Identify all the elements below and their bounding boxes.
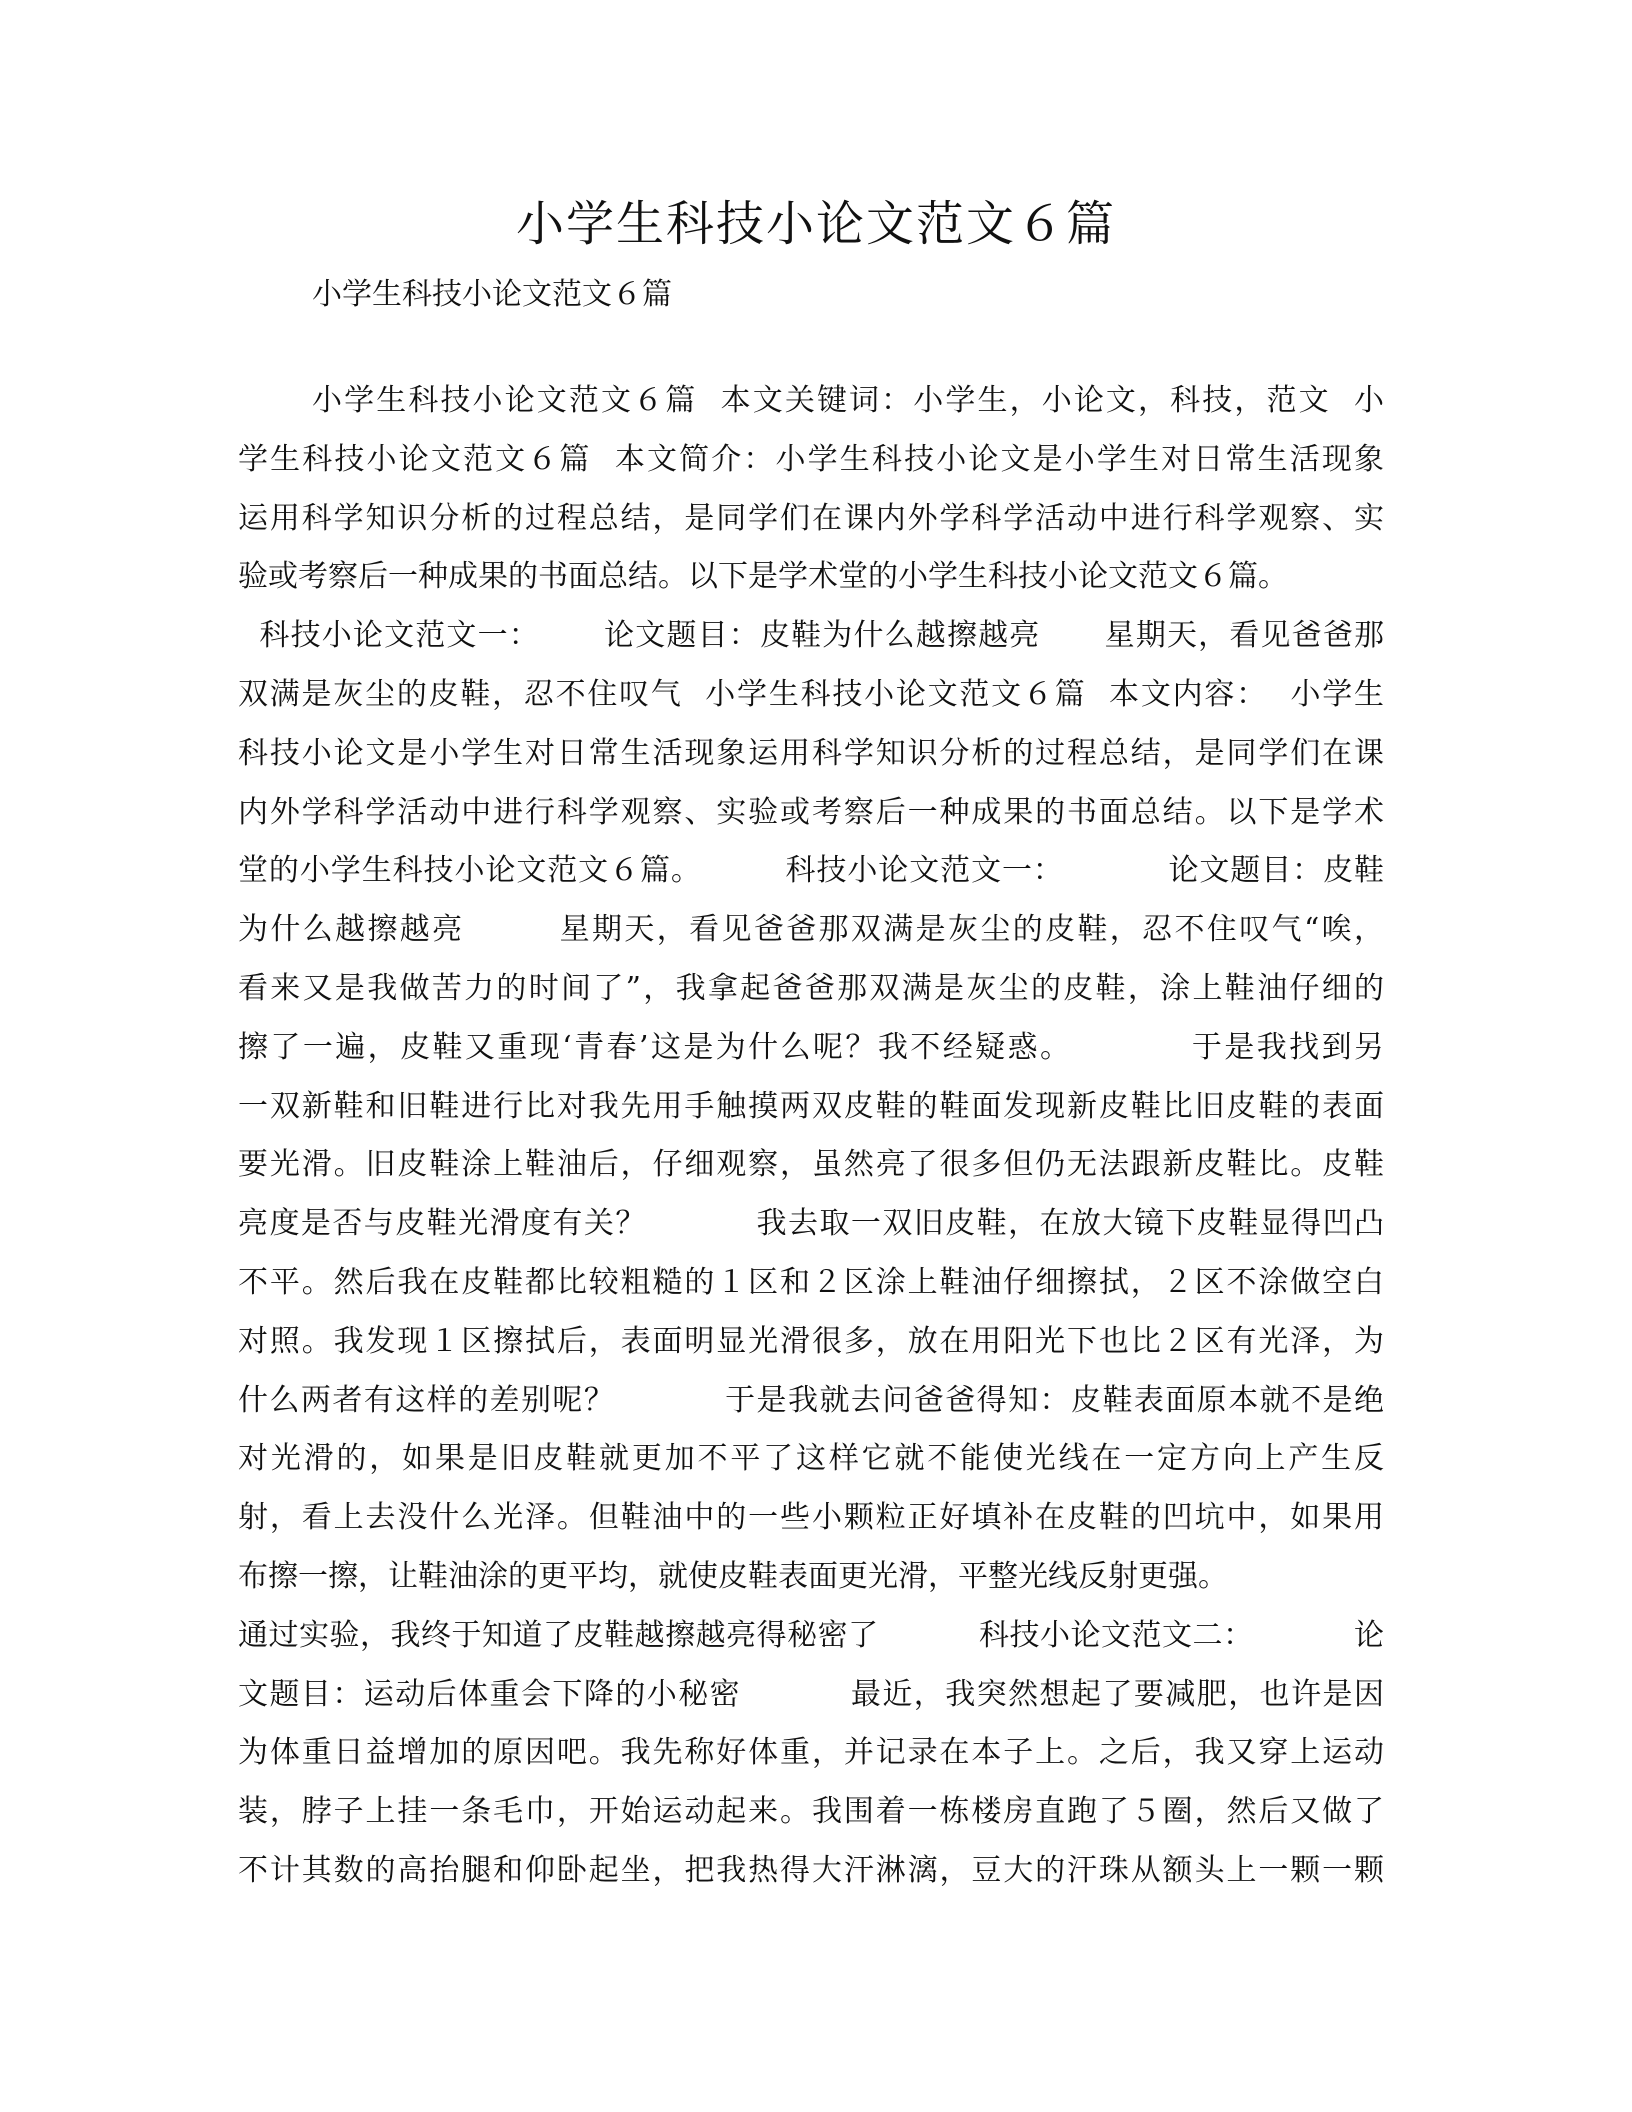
body-line: 看来又是我做苦力的时间了”，我拿起爸爸那双满是灰尘的皮鞋，涂上鞋油仔细的 (238, 970, 1384, 1006)
body-line: 双满是灰尘的皮鞋，忍不住叹气 小学生科技小论文范文６篇 本文内容： 小学生 (238, 676, 1384, 712)
body-line: 一双新鞋和旧鞋进行比对我先用手触摸两双皮鞋的鞋面发现新皮鞋比旧皮鞋的表面 (238, 1088, 1384, 1124)
body-line: 小学生科技小论文范文６篇 本文关键词：小学生，小论文，科技，范文 小 (312, 383, 1384, 418)
body-line: 堂的小学生科技小论文范文６篇。 科技小论文范文一： 论文题目：皮鞋 (238, 853, 1384, 889)
body-line: 装，脖子上挂一条毛巾，开始运动起来。我围着一栋楼房直跑了５圈，然后又做了 (238, 1794, 1384, 1830)
body-line: 亮度是否与皮鞋光滑度有关？ 我去取一双旧皮鞋，在放大镜下皮鞋显得凹凸 (238, 1206, 1384, 1242)
body-line: 布擦一擦，让鞋油涂的更平均，就使皮鞋表面更光滑，平整光线反射更强。 (238, 1558, 1228, 1594)
body-line: 对光滑的，如果是旧皮鞋就更加不平了这样它就不能使光线在一定方向上产生反 (238, 1441, 1384, 1477)
body-line: 内外学科学活动中进行科学观察、实验或考察后一种成果的书面总结。以下是学术 (238, 794, 1384, 830)
body-line: 为什么越擦越亮 星期天，看见爸爸那双满是灰尘的皮鞋，忍不住叹气“唉， (238, 912, 1384, 948)
body-line: 要光滑。旧皮鞋涂上鞋油后，仔细观察，虽然亮了很多但仍无法跟新皮鞋比。皮鞋 (238, 1147, 1384, 1183)
body-line: 科技小论文是小学生对日常生活现象运用科学知识分析的过程总结，是同学们在课 (238, 735, 1384, 771)
body-line: 科技小论文范文一： 论文题目：皮鞋为什么越擦越亮 星期天，看见爸爸那 (238, 618, 1384, 654)
document-subtitle: 小学生科技小论文范文６篇 (312, 277, 672, 312)
body-line: 不平。然后我在皮鞋都比较粗糙的１区和２区涂上鞋油仔细擦拭，２区不涂做空白 (238, 1264, 1384, 1300)
body-line: 射，看上去没什么光泽。但鞋油中的一些小颗粒正好填补在皮鞋的凹坑中，如果用 (238, 1500, 1384, 1536)
body-line: 学生科技小论文范文６篇 本文简介：小学生科技小论文是小学生对日常生活现象 (238, 441, 1384, 477)
document-title: 小学生科技小论文范文６篇 (515, 196, 1116, 252)
body-line: 不计其数的高抬腿和仰卧起坐，把我热得大汗淋漓，豆大的汗珠从额头上一颗一颗 (238, 1852, 1384, 1888)
body-line: 验或考察后一种成果的书面总结。以下是学术堂的小学生科技小论文范文６篇。 (238, 559, 1288, 595)
body-line: 文题目：运动后体重会下降的小秘密 最近，我突然想起了要减肥，也许是因 (238, 1676, 1384, 1712)
body-line: 对照。我发现１区擦拭后，表面明显光滑很多，放在用阳光下也比２区有光泽，为 (238, 1323, 1384, 1359)
document-body (238, 372, 1384, 1901)
body-line: 运用科学知识分析的过程总结，是同学们在课内外学科学活动中进行科学观察、实 (238, 500, 1384, 536)
body-line: 通过实验，我终于知道了皮鞋越擦越亮得秘密了 科技小论文范文二： 论 (238, 1617, 1384, 1653)
body-line: 什么两者有这样的差别呢？ 于是我就去问爸爸得知：皮鞋表面原本就不是绝 (238, 1382, 1384, 1418)
body-line: 为体重日益增加的原因吧。我先称好体重，并记录在本子上。之后，我又穿上运动 (238, 1735, 1384, 1771)
body-line: 擦了一遍，皮鞋又重现‘青春’这是为什么呢？我不经疑惑。 于是我找到另 (238, 1029, 1384, 1065)
